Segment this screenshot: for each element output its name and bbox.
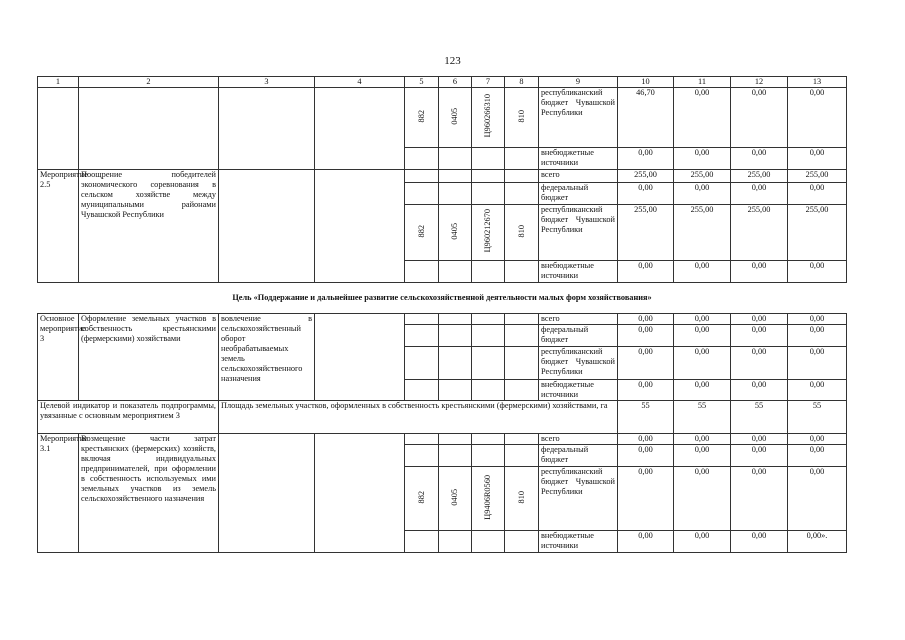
value-cell: 0,00 [674, 325, 731, 347]
value-cell: 0,00 [674, 261, 731, 283]
source-label: республиканский бюджет Чувашской Республики [539, 347, 618, 380]
col-header: 6 [439, 77, 472, 88]
event-code: Основное мероприятие 3 [38, 314, 79, 401]
value-cell: 0,00 [674, 380, 731, 401]
value-cell: 255,00 [788, 205, 847, 261]
value-cell: 0,00 [788, 347, 847, 380]
source-label: внебюджетные источники [539, 148, 618, 170]
value-cell: 0,00 [731, 531, 788, 553]
value-cell: 255,00 [731, 170, 788, 183]
value-cell: 0,00 [731, 314, 788, 325]
value-cell: 0,00 [788, 88, 847, 148]
indicator-label: Целевой индикатор и показатель подпрограммы, увязанные с основным мероприятием 3 [38, 401, 219, 434]
value-cell: 0,00 [618, 380, 674, 401]
program-table [37, 76, 847, 553]
col-header: 8 [505, 77, 539, 88]
source-label: республиканский бюджет Чувашской Республики [539, 205, 618, 261]
source-label: внебюджетные источники [539, 261, 618, 283]
value-cell: 0,00 [788, 261, 847, 283]
value-cell: 0,00 [618, 325, 674, 347]
col-header: 4 [315, 77, 405, 88]
table-row [38, 88, 847, 148]
value-cell: 0,00 [731, 347, 788, 380]
source-label: всего [539, 170, 618, 183]
value-cell: 0,00 [674, 531, 731, 553]
col-header: 13 [788, 77, 847, 88]
value-cell: 0,00 [618, 148, 674, 170]
col-header: 2 [79, 77, 219, 88]
grbs-code: 882 [416, 490, 426, 504]
csr-code: Ц960266310 [483, 94, 492, 138]
csr-code: Ц9406R0560 [483, 474, 492, 520]
value-cell: 0,00 [731, 183, 788, 205]
value-cell: 255,00 [618, 170, 674, 183]
source-label: всего [539, 434, 618, 445]
value-cell: 255,00 [731, 205, 788, 261]
value-cell: 0,00 [674, 183, 731, 205]
value-cell: 55 [731, 401, 788, 434]
value-cell: 0,00». [788, 531, 847, 553]
grbs-code: 882 [416, 224, 426, 238]
value-cell: 0,00 [731, 325, 788, 347]
col-header: 3 [219, 77, 315, 88]
value-cell: 0,00 [674, 88, 731, 148]
value-cell: 0,00 [731, 467, 788, 531]
source-label: федеральный бюджет [539, 325, 618, 347]
col-header: 12 [731, 77, 788, 88]
value-cell: 0,00 [618, 261, 674, 283]
value-cell: 46,70 [618, 88, 674, 148]
value-cell: 0,00 [788, 380, 847, 401]
value-cell: 0,00 [618, 531, 674, 553]
value-cell: 255,00 [674, 205, 731, 261]
value-cell: 0,00 [788, 325, 847, 347]
indicator-row [38, 401, 847, 434]
goal-row [38, 283, 847, 314]
source-label: внебюджетные источники [539, 380, 618, 401]
grbs-code: 882 [416, 109, 426, 123]
value-cell: 0,00 [674, 467, 731, 531]
table-row [38, 434, 847, 445]
table-row [38, 314, 847, 325]
value-cell: 0,00 [788, 467, 847, 531]
expected-result: вовлечение в сельскохозяйственный оборот необрабатываемых земель сельскохозяйственного назначения [219, 314, 315, 401]
value-cell: 0,00 [618, 467, 674, 531]
event-name: Оформление земельных участков в собственность крестьянскими (фермерскими) хозяйствами [79, 314, 219, 401]
value-cell: 0,00 [731, 434, 788, 445]
event-name: Поощрение победителей экономического соревнования в сельском хозяйстве между муниципальными районами Чувашской Республики [79, 170, 219, 283]
vr-code: 810 [516, 224, 526, 238]
source-label: республиканский бюджет Чувашской Республики [539, 467, 618, 531]
col-header: 7 [472, 77, 505, 88]
value-cell: 0,00 [674, 314, 731, 325]
value-cell: 0,00 [618, 434, 674, 445]
event-code: Мероприятие 2.5 [38, 170, 79, 283]
vr-code: 810 [516, 109, 526, 123]
value-cell: 0,00 [674, 347, 731, 380]
source-label: республиканский бюджет Чувашской Республики [539, 88, 618, 148]
column-header-row [38, 77, 847, 88]
col-header: 1 [38, 77, 79, 88]
csr-code: Ц960212670 [483, 209, 492, 253]
value-cell: 55 [674, 401, 731, 434]
value-cell: 0,00 [788, 434, 847, 445]
source-label: всего [539, 314, 618, 325]
value-cell: 0,00 [731, 445, 788, 467]
col-header: 9 [539, 77, 618, 88]
value-cell: 255,00 [788, 170, 847, 183]
col-header: 5 [405, 77, 439, 88]
value-cell: 0,00 [731, 261, 788, 283]
value-cell: 0,00 [788, 148, 847, 170]
value-cell: 255,00 [618, 205, 674, 261]
value-cell: 0,00 [674, 445, 731, 467]
value-cell: 55 [788, 401, 847, 434]
value-cell: 0,00 [731, 380, 788, 401]
value-cell: 0,00 [788, 183, 847, 205]
col-header: 11 [674, 77, 731, 88]
goal-heading: Цель «Поддержание и дальнейшее развитие сельскохозяйственной деятельности малых форм хозяйствования» [38, 283, 847, 314]
table-row [38, 170, 847, 183]
value-cell: 0,00 [788, 445, 847, 467]
rzpr-code: 0405 [450, 488, 459, 506]
value-cell: 0,00 [788, 314, 847, 325]
value-cell: 0,00 [674, 434, 731, 445]
value-cell: 0,00 [731, 88, 788, 148]
source-label: федеральный бюджет [539, 445, 618, 467]
rzpr-code: 0405 [450, 222, 459, 240]
page-number: 123 [444, 55, 461, 67]
value-cell: 0,00 [618, 314, 674, 325]
value-cell: 255,00 [674, 170, 731, 183]
value-cell: 55 [618, 401, 674, 434]
value-cell: 0,00 [618, 445, 674, 467]
value-cell: 0,00 [674, 148, 731, 170]
col-header: 10 [618, 77, 674, 88]
value-cell: 0,00 [618, 183, 674, 205]
event-name: Возмещение части затрат крестьянских (фермерских) хозяйств, включая индивидуальных предпринимателей, при оформлении в собственность используемых ими земельных участков из земель сельскохозяйственного назначения [79, 434, 219, 553]
source-label: внебюджетные источники [539, 531, 618, 553]
source-label: федеральный бюджет [539, 183, 618, 205]
indicator-text: Площадь земельных участков, оформленных в собственность крестьянскими (фермерскими) хозяйствами, га [219, 401, 618, 434]
value-cell: 0,00 [618, 347, 674, 380]
rzpr-code: 0405 [450, 107, 459, 125]
vr-code: 810 [516, 490, 526, 504]
value-cell: 0,00 [731, 148, 788, 170]
event-code: Мероприятие 3.1 [38, 434, 79, 553]
